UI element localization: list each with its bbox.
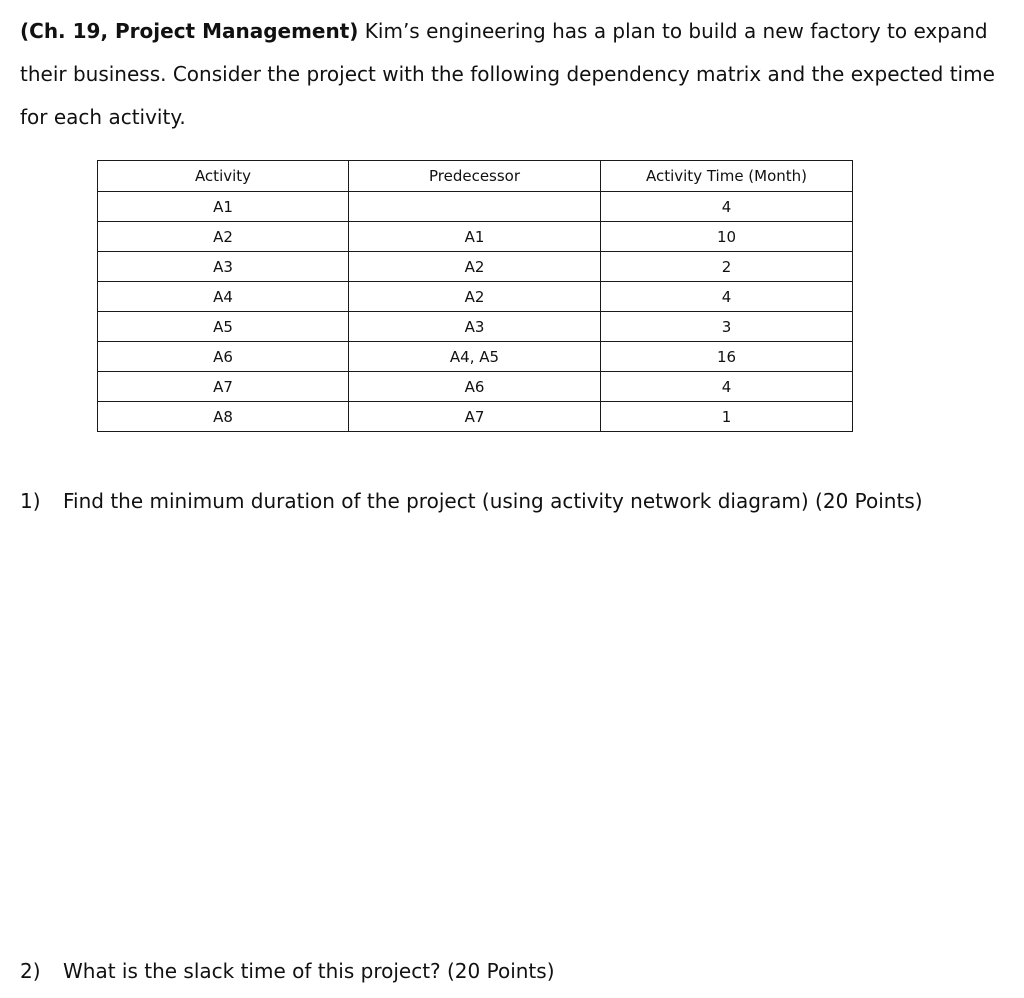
- table-row: [98, 282, 853, 312]
- cell-predecessor: A1: [349, 222, 601, 252]
- header-activity: Activity: [98, 161, 349, 192]
- cell-time: 1: [601, 402, 853, 432]
- question-1: [20, 487, 923, 515]
- problem-text: Kim’s engineering has a plan to build a new factory to expand their business. Consider the project with the following dependency matrix and the expected time for each activity.: [20, 19, 995, 129]
- header-activity-time: Activity Time (Month): [601, 161, 853, 192]
- cell-time: 16: [601, 342, 853, 372]
- cell-time: 4: [601, 282, 853, 312]
- cell-activity: A5: [98, 312, 349, 342]
- table-row: [98, 312, 853, 342]
- table-row: [98, 342, 853, 372]
- table-row: [98, 252, 853, 282]
- question-1-number: 1): [20, 489, 41, 513]
- cell-time: 3: [601, 312, 853, 342]
- question-2: [20, 957, 555, 985]
- cell-predecessor: A6: [349, 372, 601, 402]
- cell-activity: A2: [98, 222, 349, 252]
- cell-predecessor: A2: [349, 282, 601, 312]
- cell-predecessor: A3: [349, 312, 601, 342]
- cell-activity: A1: [98, 192, 349, 222]
- cell-activity: A3: [98, 252, 349, 282]
- cell-predecessor: A2: [349, 252, 601, 282]
- cell-activity: A4: [98, 282, 349, 312]
- dependency-matrix-table: [97, 160, 853, 432]
- table-row: [98, 402, 853, 432]
- cell-time: 4: [601, 192, 853, 222]
- cell-time: 2: [601, 252, 853, 282]
- answer-space-1: [20, 525, 1005, 945]
- cell-activity: A7: [98, 372, 349, 402]
- table-row: [98, 372, 853, 402]
- cell-predecessor: A4, A5: [349, 342, 601, 372]
- question-1-text: Find the minimum duration of the project (using activity network diagram) (20 Points): [63, 489, 923, 513]
- problem-statement: [20, 10, 1005, 139]
- cell-time: 4: [601, 372, 853, 402]
- table-row: [98, 192, 853, 222]
- header-predecessor: Predecessor: [349, 161, 601, 192]
- chapter-label: (Ch. 19, Project Management): [20, 19, 359, 43]
- cell-activity: A6: [98, 342, 349, 372]
- table-header-row: [98, 161, 853, 192]
- cell-predecessor: A7: [349, 402, 601, 432]
- table-row: [98, 222, 853, 252]
- cell-time: 10: [601, 222, 853, 252]
- question-2-number: 2): [20, 959, 41, 983]
- question-2-text: What is the slack time of this project? (20 Points): [63, 959, 555, 983]
- cell-predecessor: [349, 192, 601, 222]
- cell-activity: A8: [98, 402, 349, 432]
